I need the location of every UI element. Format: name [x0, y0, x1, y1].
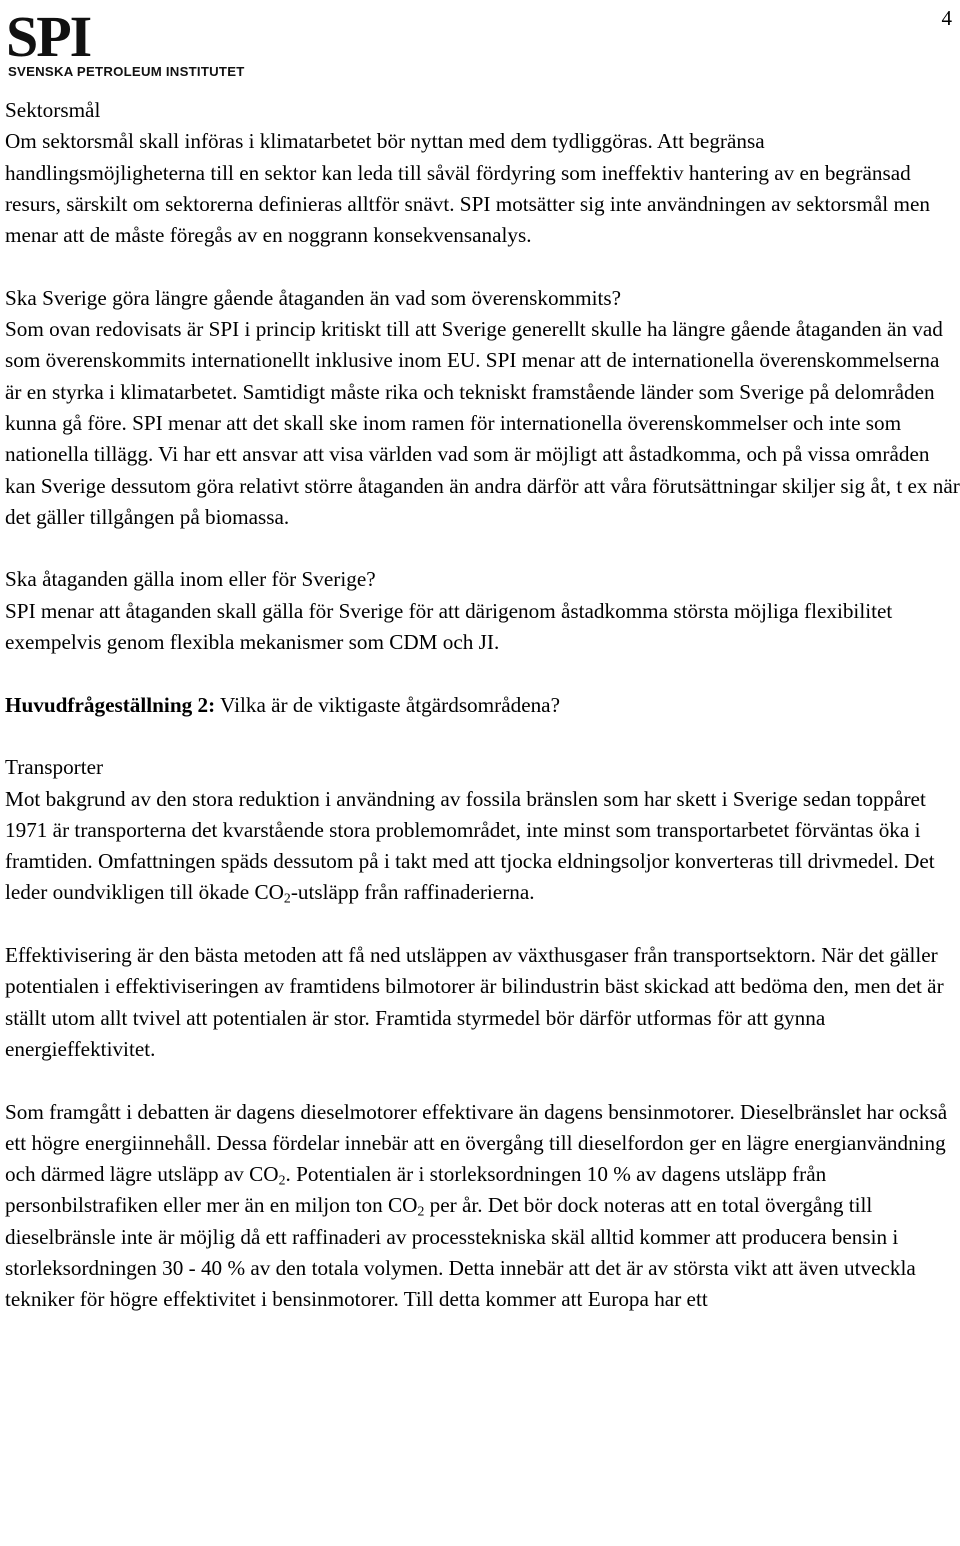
logo-mark: SPI	[6, 4, 91, 69]
section-heading-inom-eller-for: Ska åtaganden gälla inom eller för Sverige?	[5, 567, 376, 592]
paragraph-transporter-2: Effektivisering är den bästa metoden att få ned utsläppen av växthusgaser från transportsektorn. När det gäller potentialen i effektiviseringen av framtidens bilmotorer är bilindustrin bäst skickad att bedöma den, men det är ställt utom allt tvivel att potentialen är stor. Framtida styrmedel bör därför utformas för att gynna energieffektivitet.	[5, 943, 944, 1061]
spi-logo	[6, 4, 316, 80]
paragraph-gap	[5, 909, 960, 940]
paragraph-gap	[5, 658, 960, 689]
paragraph-gap	[5, 721, 960, 752]
paragraph-gap	[5, 251, 960, 282]
document-body	[5, 95, 960, 1316]
main-question-text: Vilka är de viktigaste åtgärdsområdena?	[215, 692, 560, 717]
section-heading-sektorsmal: Sektorsmål	[5, 98, 101, 122]
main-question-label: Huvudfrågeställning 2:	[5, 692, 216, 717]
page-number: 4	[941, 6, 952, 30]
logo-subtitle: SVENSKA PETROLEUM INSTITUTET	[8, 64, 245, 79]
paragraph-transporter-3: Som framgått i debatten är dagens dieselmotorer effektivare än dagens bensinmotorer. Dieselbränslet har också ett högre energiinnehåll. Dessa fördelar innebär att en övergång till dieselfordon ger en lägre energianvändning och därmed lägre utsläpp av $CO_2$. Potentialen är i storleksordningen 10 % av dagens utsläpp från personbilstrafiken eller mer än en miljon ton $CO_2$ per år. Det bör dock noteras att en total övergång till dieselbränsle inte är möjlig då ett raffinaderi av processtekniska skäl alltid kommer att producera bensin i storleksordningen 30 - 40 % av den totala volymen. Detta innebär att det är av största vikt att även utveckla tekniker för högre effektivitet i bensinmotorer. Till detta kommer att Europa har ett	[5, 1099, 948, 1312]
paragraph-sektorsmal: Om sektorsmål skall införas i klimatarbetet bör nyttan med dem tydliggöras. Att begränsa handlingsmöjligheterna till en sektor kan leda till såväl fördyring som ineffektiv hantering av en begränsad resurs, särskilt om sektorerna definieras alltför snävt. SPI motsätter sig inte användningen av sektorsmål men menar att de måste föregås av en noggrann konsekvensanalys.	[5, 129, 930, 248]
section-heading-langre-gaende: Ska Sverige göra längre gående åtaganden än vad som överenskommits?	[5, 285, 621, 310]
paragraph-langre-gaende: Som ovan redovisats är SPI i princip kritiskt till att Sverige generellt skulle ha längre gående åtaganden än vad som överenskommits internationellt inklusive inom EU. SPI menar att de internationella överenskommelserna är en styrka i klimatarbetet. Samtidigt måste rika och tekniskt framstående länder som Sverige på delområden kunna gå före. SPI menar att det skall ske inom ramen för internationella överenskommelser och inte som nationella tillägg. Vi har ett ansvar att visa världen vad som är möjligt att åstadkomma, och på vissa områden kan Sverige dessutom göra relativt större åtaganden än andra därför att våra förutsättningar skiljer sig åt, t ex när det gäller tillgången på biomassa.	[5, 317, 960, 529]
main-question-2	[5, 690, 960, 721]
paragraph-gap	[5, 533, 960, 564]
paragraph-inom-eller-for: SPI menar att åtaganden skall gälla för Sverige för att därigenom åstadkomma största möjliga flexibilitet exempelvis genom flexibla mekanismer som CDM och JI.	[5, 598, 893, 655]
paragraph-transporter-1: Mot bakgrund av den stora reduktion i användning av fossila bränslen som har skett i Sverige sedan toppåret 1971 är transporterna det kvarstående stora problemområdet, inte minst som transportarbetet förväntas öka i framtiden. Omfattningen späds dessutom på i takt med att tjocka eldningsoljor konverteras till drivmedel. Det leder oundvikligen till ökade $CO_2$-utsläpp från raffinaderierna.	[5, 786, 935, 906]
section-heading-transporter: Transporter	[5, 755, 104, 780]
paragraph-gap	[5, 1065, 960, 1096]
